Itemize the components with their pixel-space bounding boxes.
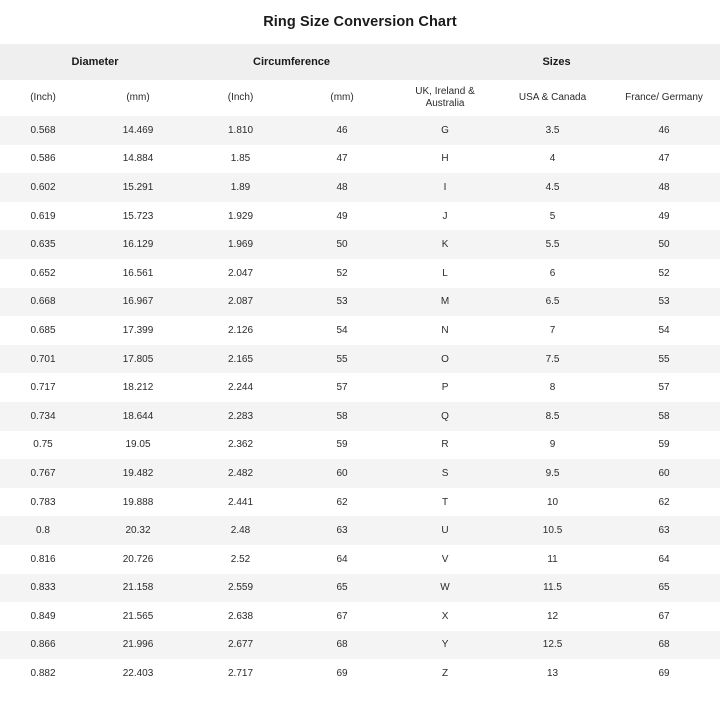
table-cell: 14.884 <box>86 145 190 174</box>
table-cell: 0.717 <box>0 373 86 402</box>
table-cell: 16.967 <box>86 288 190 317</box>
table-cell: K <box>393 230 497 259</box>
table-cell: 14.469 <box>86 116 190 145</box>
table-cell: 0.619 <box>0 202 86 231</box>
table-row <box>0 316 720 345</box>
column-header-usa-canada: USA & Canada <box>497 80 608 116</box>
table-cell: 1.969 <box>190 230 291 259</box>
table-cell: 59 <box>608 431 720 460</box>
conversion-table <box>0 44 720 688</box>
table-row <box>0 431 720 460</box>
table-cell: 18.644 <box>86 402 190 431</box>
table-cell: 0.783 <box>0 488 86 517</box>
column-header-circumference-mm: (mm) <box>291 80 393 116</box>
table-row <box>0 173 720 202</box>
table-cell: 60 <box>291 459 393 488</box>
table-row <box>0 631 720 660</box>
table-cell: 16.561 <box>86 259 190 288</box>
column-header-diameter-mm: (mm) <box>86 80 190 116</box>
table-cell: 58 <box>291 402 393 431</box>
table-cell: Q <box>393 402 497 431</box>
table-row <box>0 574 720 603</box>
table-cell: 2.677 <box>190 631 291 660</box>
table-row <box>0 345 720 374</box>
table-cell: 4 <box>497 145 608 174</box>
table-cell: 8 <box>497 373 608 402</box>
table-cell: 52 <box>291 259 393 288</box>
table-cell: 48 <box>608 173 720 202</box>
table-cell: 49 <box>608 202 720 231</box>
table-cell: L <box>393 259 497 288</box>
table-cell: R <box>393 431 497 460</box>
table-cell: G <box>393 116 497 145</box>
table-cell: 2.482 <box>190 459 291 488</box>
table-cell: 1.85 <box>190 145 291 174</box>
table-cell: 0.602 <box>0 173 86 202</box>
table-cell: 5 <box>497 202 608 231</box>
table-cell: 0.75 <box>0 431 86 460</box>
table-cell: 58 <box>608 402 720 431</box>
table-cell: 0.652 <box>0 259 86 288</box>
table-cell: 68 <box>291 631 393 660</box>
table-cell: 2.244 <box>190 373 291 402</box>
table-cell: 1.89 <box>190 173 291 202</box>
table-cell: 68 <box>608 631 720 660</box>
table-cell: 69 <box>608 659 720 688</box>
table-cell: P <box>393 373 497 402</box>
table-row <box>0 288 720 317</box>
table-cell: 0.734 <box>0 402 86 431</box>
table-cell: 0.767 <box>0 459 86 488</box>
table-cell: 47 <box>291 145 393 174</box>
table-cell: 21.158 <box>86 574 190 603</box>
table-cell: 0.635 <box>0 230 86 259</box>
table-row <box>0 230 720 259</box>
column-header-france-germany: France/ Germany <box>608 80 720 116</box>
table-cell: 0.8 <box>0 516 86 545</box>
table-cell: 2.087 <box>190 288 291 317</box>
table-cell: Z <box>393 659 497 688</box>
table-cell: 54 <box>291 316 393 345</box>
table-cell: 7.5 <box>497 345 608 374</box>
table-cell: 2.047 <box>190 259 291 288</box>
table-row <box>0 202 720 231</box>
table-cell: T <box>393 488 497 517</box>
table-cell: 2.52 <box>190 545 291 574</box>
table-cell: 0.849 <box>0 602 86 631</box>
table-cell: 19.888 <box>86 488 190 517</box>
table-cell: 9.5 <box>497 459 608 488</box>
table-cell: Y <box>393 631 497 660</box>
table-cell: U <box>393 516 497 545</box>
table-cell: 19.482 <box>86 459 190 488</box>
table-cell: 0.882 <box>0 659 86 688</box>
table-cell: 0.586 <box>0 145 86 174</box>
table-cell: 57 <box>608 373 720 402</box>
table-cell: 53 <box>291 288 393 317</box>
table-cell: 10.5 <box>497 516 608 545</box>
table-cell: 50 <box>291 230 393 259</box>
table-cell: 6 <box>497 259 608 288</box>
table-cell: 69 <box>291 659 393 688</box>
table-cell: 65 <box>608 574 720 603</box>
table-cell: 59 <box>291 431 393 460</box>
column-header-diameter-inch: (Inch) <box>0 80 86 116</box>
table-cell: 49 <box>291 202 393 231</box>
group-header-circumference: Circumference <box>190 44 393 80</box>
table-cell: 2.717 <box>190 659 291 688</box>
table-cell: 22.403 <box>86 659 190 688</box>
table-cell: J <box>393 202 497 231</box>
table-cell: M <box>393 288 497 317</box>
table-cell: 2.362 <box>190 431 291 460</box>
table-cell: W <box>393 574 497 603</box>
table-row <box>0 459 720 488</box>
table-row <box>0 602 720 631</box>
table-cell: 20.726 <box>86 545 190 574</box>
table-row <box>0 545 720 574</box>
table-cell: X <box>393 602 497 631</box>
table-cell: 11.5 <box>497 574 608 603</box>
table-cell: 5.5 <box>497 230 608 259</box>
table-cell: 0.866 <box>0 631 86 660</box>
table-cell: 48 <box>291 173 393 202</box>
table-cell: 8.5 <box>497 402 608 431</box>
table-cell: 2.165 <box>190 345 291 374</box>
table-cell: 0.833 <box>0 574 86 603</box>
table-cell: 18.212 <box>86 373 190 402</box>
table-cell: 2.283 <box>190 402 291 431</box>
table-cell: 0.816 <box>0 545 86 574</box>
table-cell: 52 <box>608 259 720 288</box>
table-cell: 16.129 <box>86 230 190 259</box>
table-cell: 2.48 <box>190 516 291 545</box>
column-header-uk-ireland-australia: UK, Ireland & Australia <box>393 80 497 116</box>
table-cell: 53 <box>608 288 720 317</box>
table-cell: 6.5 <box>497 288 608 317</box>
table-cell: 60 <box>608 459 720 488</box>
table-cell: 46 <box>608 116 720 145</box>
table-cell: 55 <box>608 345 720 374</box>
page-title: Ring Size Conversion Chart <box>263 14 457 30</box>
table-cell: 63 <box>291 516 393 545</box>
table-header <box>0 44 720 116</box>
table-cell: 10 <box>497 488 608 517</box>
table-row <box>0 488 720 517</box>
table-cell: 62 <box>291 488 393 517</box>
table-cell: 64 <box>608 545 720 574</box>
group-header-diameter: Diameter <box>0 44 190 80</box>
table-cell: 1.929 <box>190 202 291 231</box>
table-cell: 21.996 <box>86 631 190 660</box>
table-cell: 3.5 <box>497 116 608 145</box>
table-cell: 65 <box>291 574 393 603</box>
table-cell: 67 <box>608 602 720 631</box>
table-cell: 2.559 <box>190 574 291 603</box>
group-header-sizes: Sizes <box>393 44 720 80</box>
table-cell: O <box>393 345 497 374</box>
table-cell: 21.565 <box>86 602 190 631</box>
table-cell: 19.05 <box>86 431 190 460</box>
table-cell: 0.568 <box>0 116 86 145</box>
table-row <box>0 402 720 431</box>
table-cell: 17.399 <box>86 316 190 345</box>
table-cell: 0.685 <box>0 316 86 345</box>
table-cell: 47 <box>608 145 720 174</box>
table-cell: 2.441 <box>190 488 291 517</box>
table-cell: 17.805 <box>86 345 190 374</box>
table-row <box>0 145 720 174</box>
table-cell: 46 <box>291 116 393 145</box>
table-cell: 0.701 <box>0 345 86 374</box>
table-cell: H <box>393 145 497 174</box>
table-row <box>0 373 720 402</box>
table-cell: 57 <box>291 373 393 402</box>
table-cell: N <box>393 316 497 345</box>
table-cell: 12.5 <box>497 631 608 660</box>
table-cell: I <box>393 173 497 202</box>
table-row <box>0 659 720 688</box>
table-cell: 64 <box>291 545 393 574</box>
table-cell: V <box>393 545 497 574</box>
table-cell: 55 <box>291 345 393 374</box>
table-cell: 50 <box>608 230 720 259</box>
table-cell: S <box>393 459 497 488</box>
table-cell: 63 <box>608 516 720 545</box>
table-cell: 62 <box>608 488 720 517</box>
table-cell: 2.126 <box>190 316 291 345</box>
table-cell: 54 <box>608 316 720 345</box>
table-sub-header-row <box>0 80 720 116</box>
table-cell: 0.668 <box>0 288 86 317</box>
table-cell: 4.5 <box>497 173 608 202</box>
table-cell: 2.638 <box>190 602 291 631</box>
table-body <box>0 116 720 688</box>
table-row <box>0 259 720 288</box>
table-cell: 7 <box>497 316 608 345</box>
table-cell: 20.32 <box>86 516 190 545</box>
table-cell: 1.810 <box>190 116 291 145</box>
table-cell: 11 <box>497 545 608 574</box>
table-cell: 15.723 <box>86 202 190 231</box>
table-group-header-row <box>0 44 720 80</box>
table-cell: 12 <box>497 602 608 631</box>
table-cell: 15.291 <box>86 173 190 202</box>
table-row <box>0 116 720 145</box>
table-cell: 13 <box>497 659 608 688</box>
table-cell: 9 <box>497 431 608 460</box>
table-row <box>0 516 720 545</box>
column-header-circumference-inch: (Inch) <box>190 80 291 116</box>
table-cell: 67 <box>291 602 393 631</box>
